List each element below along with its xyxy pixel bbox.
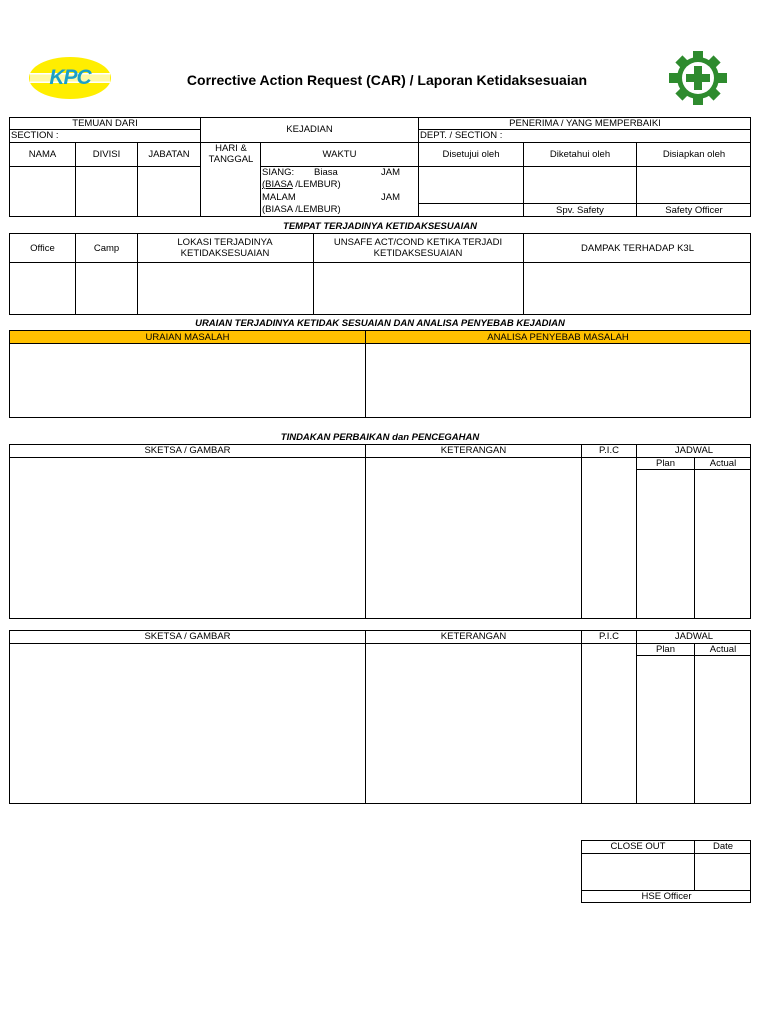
section-label: SECTION : [11,130,59,141]
spv-safety-label: Spv. Safety [556,204,604,216]
dept-section-label: DEPT. / SECTION : [420,130,503,141]
disetujui-header: Disetujui oleh [442,148,500,160]
sketsa-header-1: SKETSA / GAMBAR [144,445,231,456]
tempat-heading: TEMPAT TERJADINYA KETIDAKSESUAIAN [283,221,477,232]
uraian-masalah-header: URAIAN MASALAH [145,331,230,343]
keterangan-header-1: KETERANGAN [440,445,507,456]
siang-label: SIANG: [262,167,295,178]
pic-header-2: P.I.C [599,631,619,642]
company-logo [28,56,112,100]
logo-text: KPC [49,66,91,89]
dampak-header: DAMPAK TERHADAP K3L [581,242,694,254]
office-header: Office [30,242,55,254]
tindakan-heading-a: TINDAKAN PERBAIKAN [280,432,393,443]
biasa-underlined: (BIASA [262,179,293,190]
jabatan-header: JABATAN [148,148,190,160]
tindakan-table-1 [9,444,751,619]
kejadian-label: KEJADIAN [286,124,333,135]
plan-header-2: Plan [655,643,675,655]
jam-malam-label: JAM [381,192,400,203]
actual-header-2: Actual [709,643,737,655]
page-title: Corrective Action Request (CAR) / Laporan Ketidaksesuaian [186,72,588,88]
keterangan-header-2: KETERANGAN [440,631,507,642]
divisi-header: DIVISI [92,148,121,160]
tindakan-table-2 [9,630,751,804]
analisa-penyebab-header: ANALISA PENYEBAB MASALAH [487,331,629,343]
lembur-text: /LEMBUR) [292,179,341,190]
diketahui-header: Diketahui oleh [549,148,611,160]
hse-officer-label: HSE Officer [641,890,692,902]
camp-header: Camp [93,242,120,254]
temuan-dari-label: TEMUAN DARI [72,117,138,129]
jadwal-header-1: JADWAL [674,445,714,456]
jam-siang-label: JAM [381,167,400,178]
tindakan-heading-dan: dan [392,432,410,443]
close-out-header: CLOSE OUT [610,841,666,852]
pic-header-1: P.I.C [599,445,619,456]
plan-header-1: Plan [655,457,675,469]
safety-officer-label: Safety Officer [665,204,723,216]
unsafe-header: UNSAFE ACT/COND KETIKA TERJADI KETIDAKSESUAIAN [333,237,503,259]
sketsa-header-2: SKETSA / GAMBAR [144,631,231,642]
date-header: Date [712,841,734,852]
biasa-label: Biasa [314,167,338,178]
green-cross-gear-icon [666,50,730,106]
waktu-header: WAKTU [322,148,357,160]
uraian-heading: URAIAN TERJADINYA KETIDAK SESUAIAN DAN ANALISA PENYEBAB KEJADIAN [195,318,565,329]
tindakan-heading [9,432,751,443]
penerima-label: PENERIMA / YANG MEMPERBAIKI [509,117,661,129]
disiapkan-header: Disiapkan oleh [662,148,726,160]
actual-header-1: Actual [709,457,737,469]
nama-header: NAMA [28,148,57,160]
malam-label: MALAM [262,192,296,203]
jadwal-header-2: JADWAL [674,631,714,642]
hari-tanggal-header: HARI & TANGGAL [208,143,254,165]
malam-shift-type: (BIASA /LEMBUR) [262,204,341,215]
lokasi-header: LOKASI TERJADINYA KETIDAKSESUAIAN [177,237,273,259]
siang-shift-type [262,179,341,190]
tindakan-heading-c: PENCEGAHAN [409,432,480,443]
